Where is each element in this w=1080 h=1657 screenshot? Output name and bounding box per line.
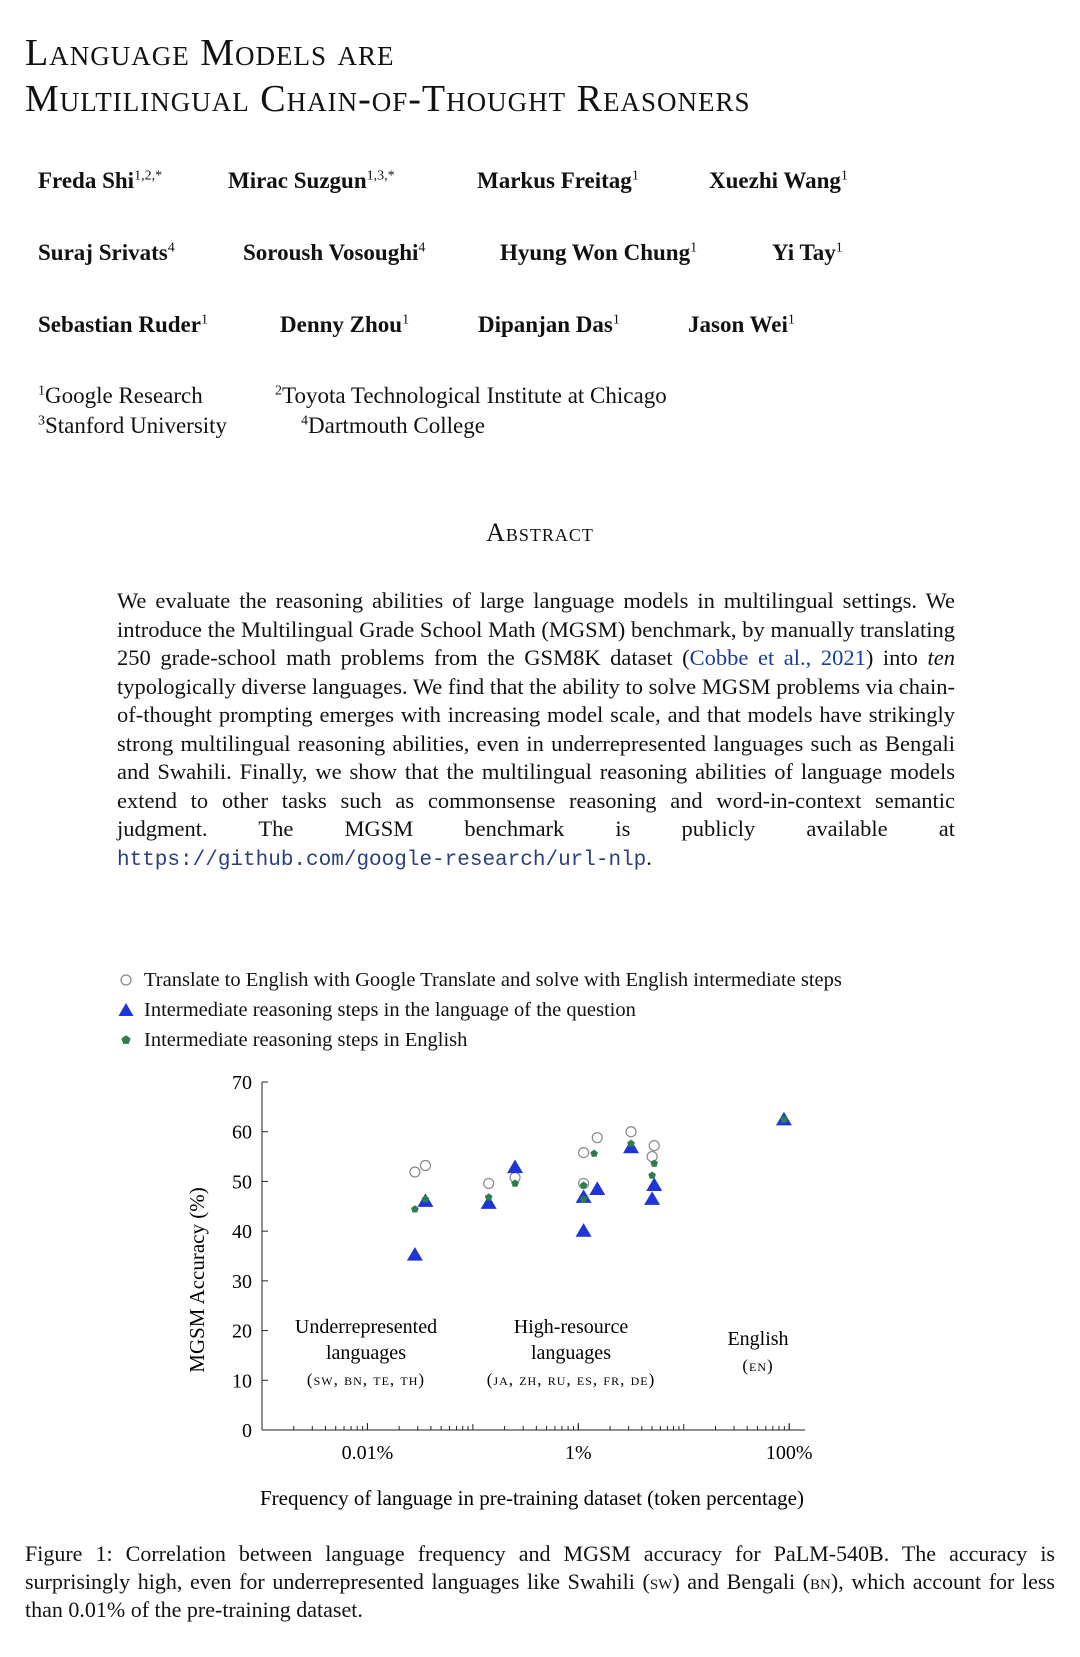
paper-title: [25, 30, 750, 122]
y-axis-label: MGSM Accuracy (%): [185, 1187, 209, 1373]
data-point-translate-fr: [647, 1152, 657, 1162]
chart-points: [407, 1112, 792, 1261]
legend-item-english: Intermediate reasoning steps in English: [118, 1025, 842, 1055]
svg-text:(en): (en): [742, 1356, 774, 1375]
data-point-english-es: [627, 1140, 635, 1147]
y-tick-label: 20: [232, 1320, 252, 1343]
title-line-1: Language Models are: [25, 32, 395, 74]
author: Suraj Srivats$^4$: [38, 240, 175, 265]
affiliation: $^4$Dartmouth College: [301, 413, 485, 438]
data-point-translate-sw: [410, 1167, 420, 1177]
affiliation: $^3$Stanford University: [38, 413, 228, 438]
legend-item-native: Intermediate reasoning steps in the language of the question: [118, 995, 842, 1025]
y-tick-label: 40: [232, 1221, 252, 1244]
svg-text:English: English: [727, 1328, 789, 1350]
data-point-translate-es: [626, 1127, 636, 1137]
author: Yi Tay$^1$: [772, 240, 843, 265]
data-point-english-bn: [422, 1195, 430, 1202]
data-point-native-th: [507, 1160, 523, 1174]
data-point-native-ru: [589, 1181, 605, 1195]
pentagon-marker-icon: [118, 1032, 134, 1048]
x-axis-label: Frequency of language in pre-training dataset (token percentage): [259, 1486, 805, 1510]
data-point-native-ja: [576, 1223, 592, 1237]
author: Dipanjan Das$^1$: [478, 312, 620, 337]
author: Soroush Vosoughi$^4$: [243, 240, 426, 265]
y-tick-label: 50: [232, 1171, 252, 1194]
data-point-translate-zh: [579, 1148, 589, 1158]
author: Xuezhi Wang$^1$: [709, 168, 848, 193]
svg-text:Underrepresented: Underrepresented: [294, 1316, 438, 1338]
x-tick-label: 0.01%: [341, 1442, 394, 1464]
author: Mirac Suzgun$^{1,3,*}$: [228, 168, 395, 193]
chart-legend: [118, 965, 842, 1055]
data-point-english-te: [485, 1193, 493, 1200]
annotation-high-resource: [487, 1316, 656, 1389]
author: Jason Wei$^1$: [688, 312, 795, 337]
title-line-2: Multilingual Chain-of-Thought Reasoners: [25, 78, 751, 120]
open-circle-marker-icon: [118, 972, 134, 988]
svg-text:High-resource: High-resource: [513, 1316, 629, 1338]
author: Freda Shi$^{1,2,*}$: [38, 168, 163, 193]
data-point-english-zh: [590, 1150, 598, 1157]
citation-link[interactable]: Cobbe et al., 2021: [689, 645, 866, 670]
author: Sebastian Ruder$^1$: [38, 312, 208, 337]
author: Denny Zhou$^1$: [280, 312, 410, 337]
data-point-native-sw: [407, 1247, 423, 1261]
data-point-native-de: [646, 1177, 662, 1191]
legend-item-translate: Translate to English with Google Translate and solve with English intermediate steps: [118, 965, 842, 995]
scatter-chart: [0, 1050, 1080, 1550]
svg-text:(sw, bn, te, th): (sw, bn, te, th): [306, 1370, 426, 1389]
y-tick-label: 30: [232, 1270, 252, 1293]
author: Markus Freitag$^1$: [477, 168, 639, 193]
data-point-english-fr: [648, 1172, 656, 1179]
data-point-translate-te: [484, 1178, 494, 1188]
y-tick-label: 60: [232, 1121, 252, 1144]
repository-url-link[interactable]: https://github.com/google-research/url-nlp: [117, 848, 647, 872]
x-tick-label: 1%: [564, 1442, 592, 1464]
data-point-english-sw: [411, 1205, 419, 1212]
affiliation: $^2$Toyota Technological Institute at Chicago: [275, 383, 667, 408]
annotation-underrepresented: [295, 1316, 437, 1389]
svg-text:languages: languages: [531, 1342, 611, 1364]
affiliation: $^1$Google Research: [38, 383, 203, 408]
y-tick-label: 70: [232, 1072, 252, 1094]
figure-caption: Figure 1: Correlation between language frequency and MGSM accuracy for PaLM-540B. The accuracy is surprisingly high, even for underrepresented languages like Swahili (sw) and Bengali (bn), which account for less than 0.01% of the pre-training dataset.: [25, 1541, 1055, 1622]
chart-axes: [232, 1072, 813, 1464]
author: Hyung Won Chung$^1$: [500, 240, 698, 265]
data-point-translate-bn: [420, 1161, 430, 1171]
y-tick-label: 0: [242, 1420, 252, 1442]
svg-text:(ja, zh, ru, es, fr, de): (ja, zh, ru, es, fr, de): [486, 1370, 656, 1389]
abstract-body: We evaluate the reasoning abilities of large language models in multilingual settings. We introduce the Multilingual Grade School Math (MGSM) benchmark, by manually translating 250 grade-school math problems from the GSM8K dataset (Cobbe et al., 2021) into ten typologically diverse languages. We find that the ability to solve MGSM problems via chain-of-thought prompting emerges with increasing model scale, and that models have strikingly strong multilingual reasoning abilities, even in underrepresented languages such as Bengali and Swahili. Finally, we show that the multilingual reasoning abilities of language models extend to other tasks such as commonsense reasoning and word-in-context semantic judgment. The MGSM benchmark is publicly available at https://github.com/google-research/url-nlp.: [117, 588, 955, 872]
abstract-heading: Abstract: [486, 518, 594, 547]
annotation-english: [727, 1328, 788, 1375]
svg-text:languages: languages: [326, 1342, 406, 1364]
triangle-marker-icon: [118, 1002, 134, 1018]
data-point-native-fr: [644, 1191, 660, 1205]
y-tick-label: 10: [232, 1370, 252, 1393]
data-point-translate-de: [649, 1141, 659, 1151]
x-tick-label: 100%: [765, 1442, 813, 1464]
data-point-translate-ru: [592, 1133, 602, 1143]
